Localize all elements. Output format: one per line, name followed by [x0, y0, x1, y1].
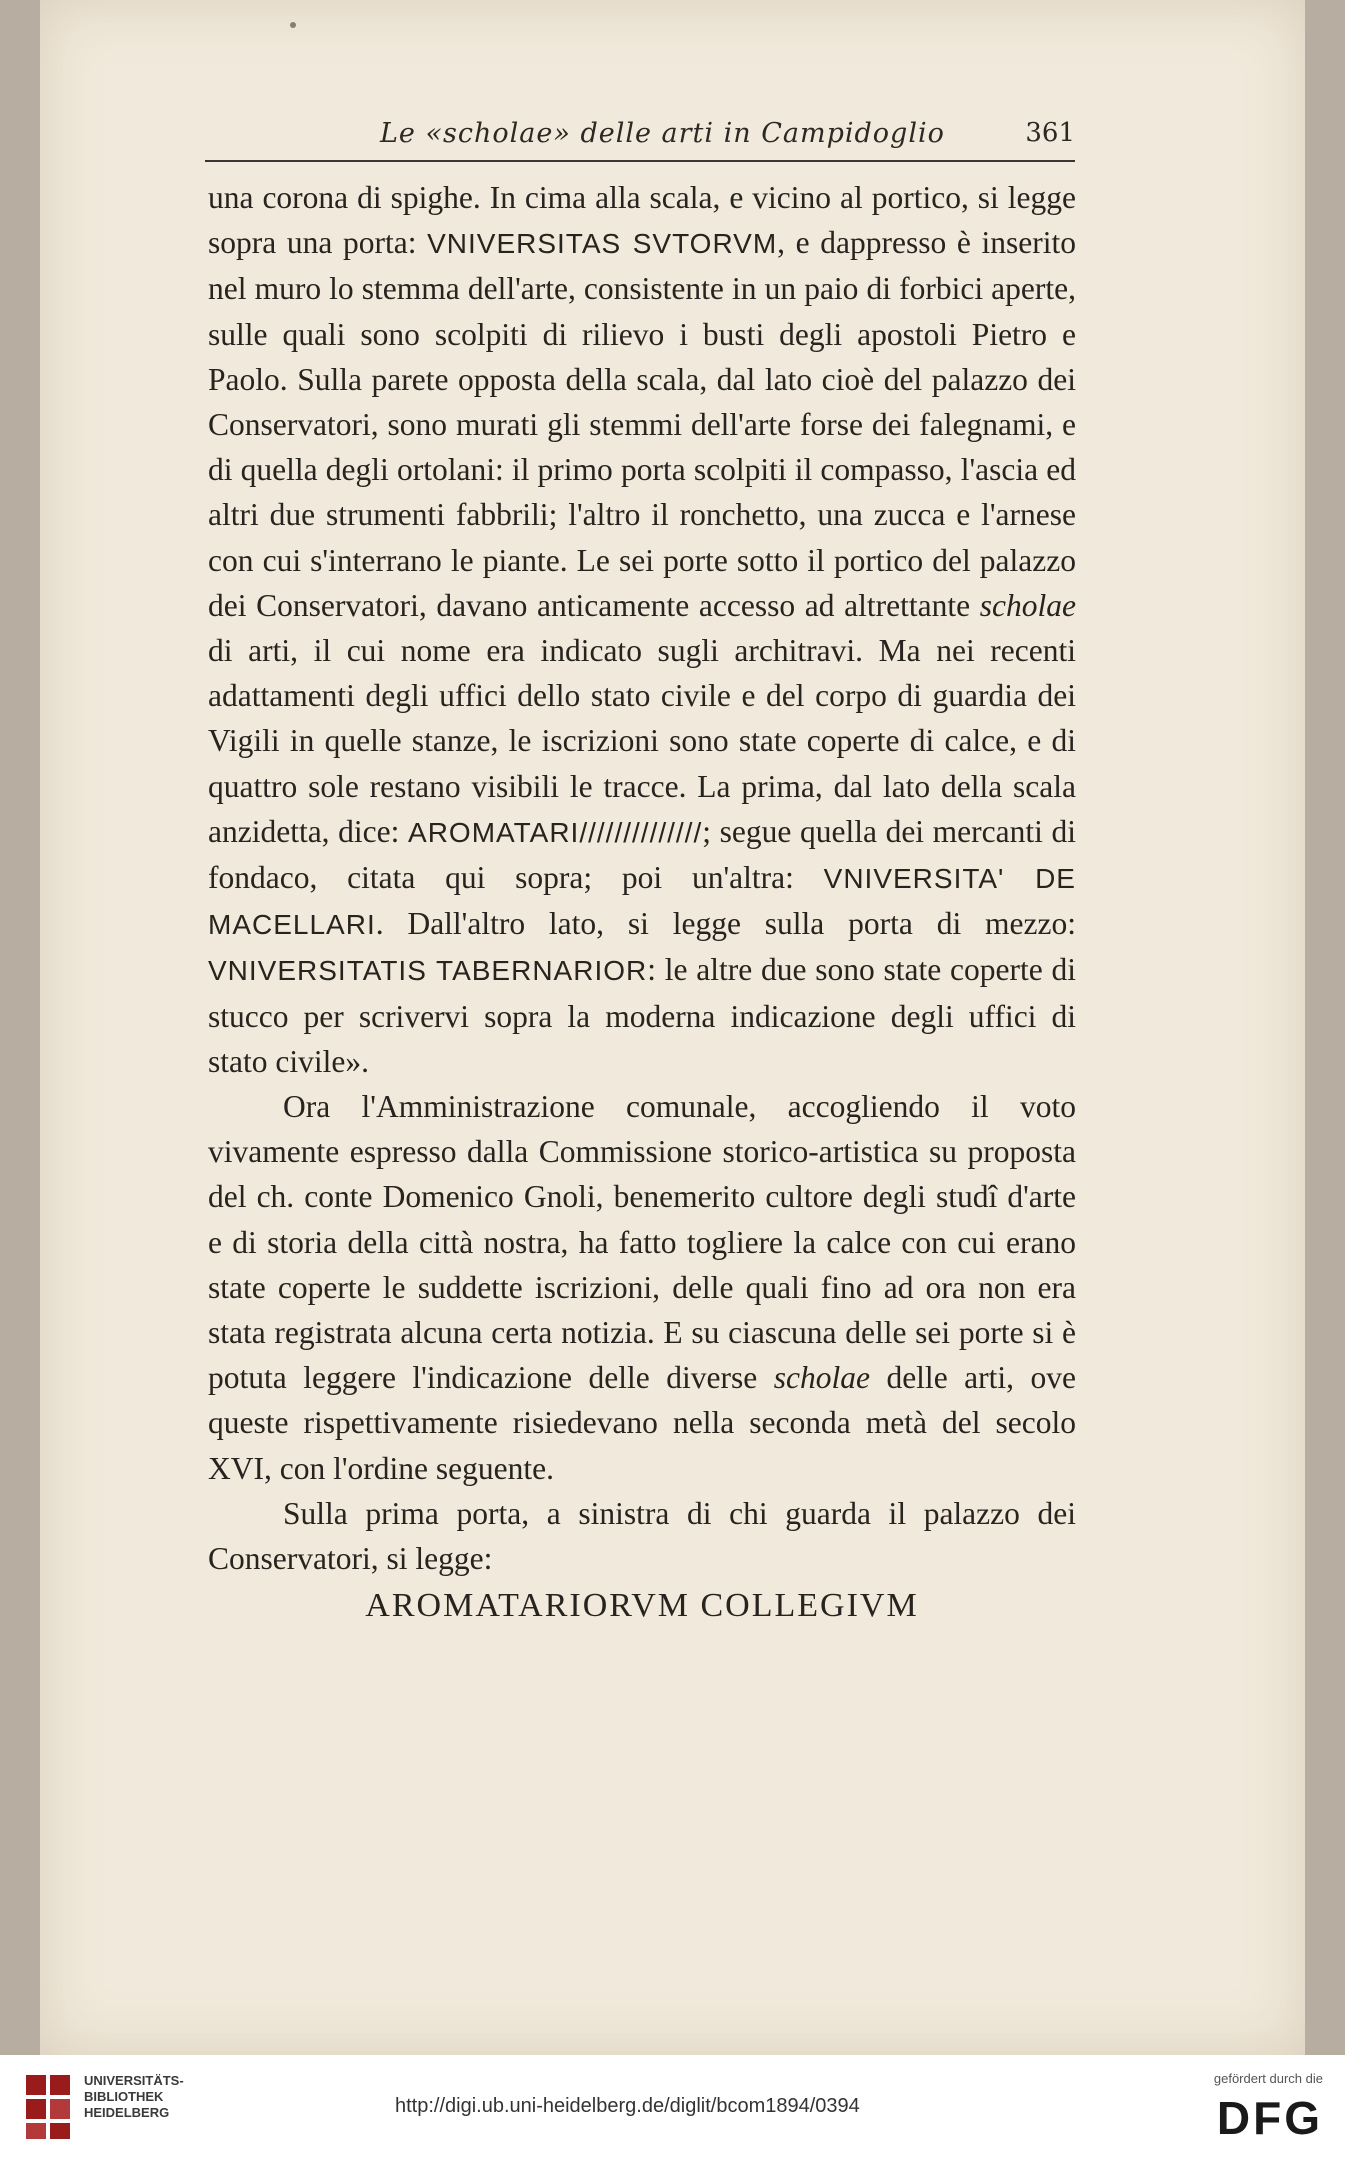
italic-scholae: scholae — [773, 1360, 870, 1396]
inscription-vniversitatis-tabernarior: VNIVERSITATIS TABERNARIOR — [208, 955, 648, 987]
page-speck — [290, 22, 296, 28]
university-library-logo-icon — [22, 2071, 78, 2143]
scanned-page — [40, 0, 1305, 2055]
italic-scholae: scholae — [979, 587, 1076, 623]
text-run: Ora l'Amministrazione comunale, accogliendo il voto vivamente espresso dalla Commissione storico-artistica su proposta del ch. conte Domenico Gnoli, benemerito cultore degli studî d'arte e di storia della città nostra, ha fatto togliere la calce con cui erano state coperte le suddette iscrizioni, delle quali fino ad ora non era stata registrata alcuna certa notizia. E su ciascuna delle sei porte si è potuta leggere l'indicazione delle diverse — [208, 1089, 1076, 1396]
library-name — [84, 2073, 184, 2121]
body-text — [208, 175, 1076, 1629]
digital-library-link[interactable]: http://digi.ub.uni-heidelberg.de/diglit/bcom1894/0394 — [395, 2095, 860, 2117]
footer-bar — [0, 2055, 1345, 2157]
text-run: : le altre due sono state coperte di stucco per scrivervi sopra la moderna indicazione degli uffici di stato civile». — [208, 952, 1077, 1079]
funded-by-label: gefördert durch die — [1213, 2071, 1323, 2086]
inscription-aromatari: AROMATARI////////////// — [408, 816, 703, 848]
paragraph-1 — [208, 175, 1076, 1084]
text-run: delle arti, ove queste rispettivamente risiedevano nella seconda metà del secolo XVI, con l'ordine seguente. — [208, 1360, 1076, 1486]
running-title: Le «scholae» delle arti in Campidoglio — [380, 118, 945, 149]
inscription-aromatariorvm-collegivm: AROMATARIORVM COLLEGIVM — [365, 1587, 919, 1625]
inscription-vniversitas-svtorvm: VNIVERSITAS SVTORVM — [427, 228, 778, 260]
text-run: una corona di spighe. In cima alla scala, e vicino al portico, si legge sopra una porta: — [208, 180, 1076, 261]
library-name-line: HEIDELBERG — [84, 2105, 170, 2120]
page-header — [205, 112, 1075, 162]
text-run: . Dall'altro lato, si legge sulla porta di mezzo: — [375, 906, 1076, 942]
page-number: 361 — [1025, 118, 1075, 148]
library-name-line: UNIVERSITÄTS- — [84, 2073, 184, 2088]
paragraph-2 — [208, 1084, 1076, 1491]
dfg-logo: DFG — [1216, 2092, 1323, 2144]
text-run: , e dappresso è inserito nel muro lo stemma dell'arte, consistente in un paio di forbici aperte, sulle quali sono scolpiti di rilievo i busti degli apostoli Pietro e Paolo. Sulla parete opposta della scala, dal lato cioè del palazzo dei Conservatori, sono murati gli stemmi dell'arte forse dei falegnami, e di quella degli ortolani: il primo porta scolpiti il compasso, l'ascia ed altri due strumenti fabbrili; l'altro il ronchetto, una zucca e l'arnese con cui s'interrano le piante. Le sei porte sotto il portico del palazzo dei Conservatori, davano anticamente accesso ad altrettante — [208, 225, 1076, 623]
inscription-vniversita-de-macellari: VNIVERSITA' DE MACELLARI — [208, 863, 1076, 941]
paragraph-3: Sulla prima porta, a sinistra di chi guarda il palazzo dei Conservatori, si legge: — [208, 1495, 1076, 1577]
library-name-line: BIBLIOTHEK — [84, 2089, 164, 2104]
text-run: di arti, il cui nome era indicato sugli architravi. Ma nei recenti adattamenti degli uffici dello stato civile e del corpo di guardia dei Vigili in quelle stanze, le iscrizioni sono state coperte di calce, e di quattro sole restano visibili le tracce. La prima, dal lato della scala anzidetta, dice: — [208, 633, 1076, 849]
text-run: ; segue quella dei mercanti di fondaco, citata qui sopra; poi un'altra: — [208, 813, 1076, 896]
